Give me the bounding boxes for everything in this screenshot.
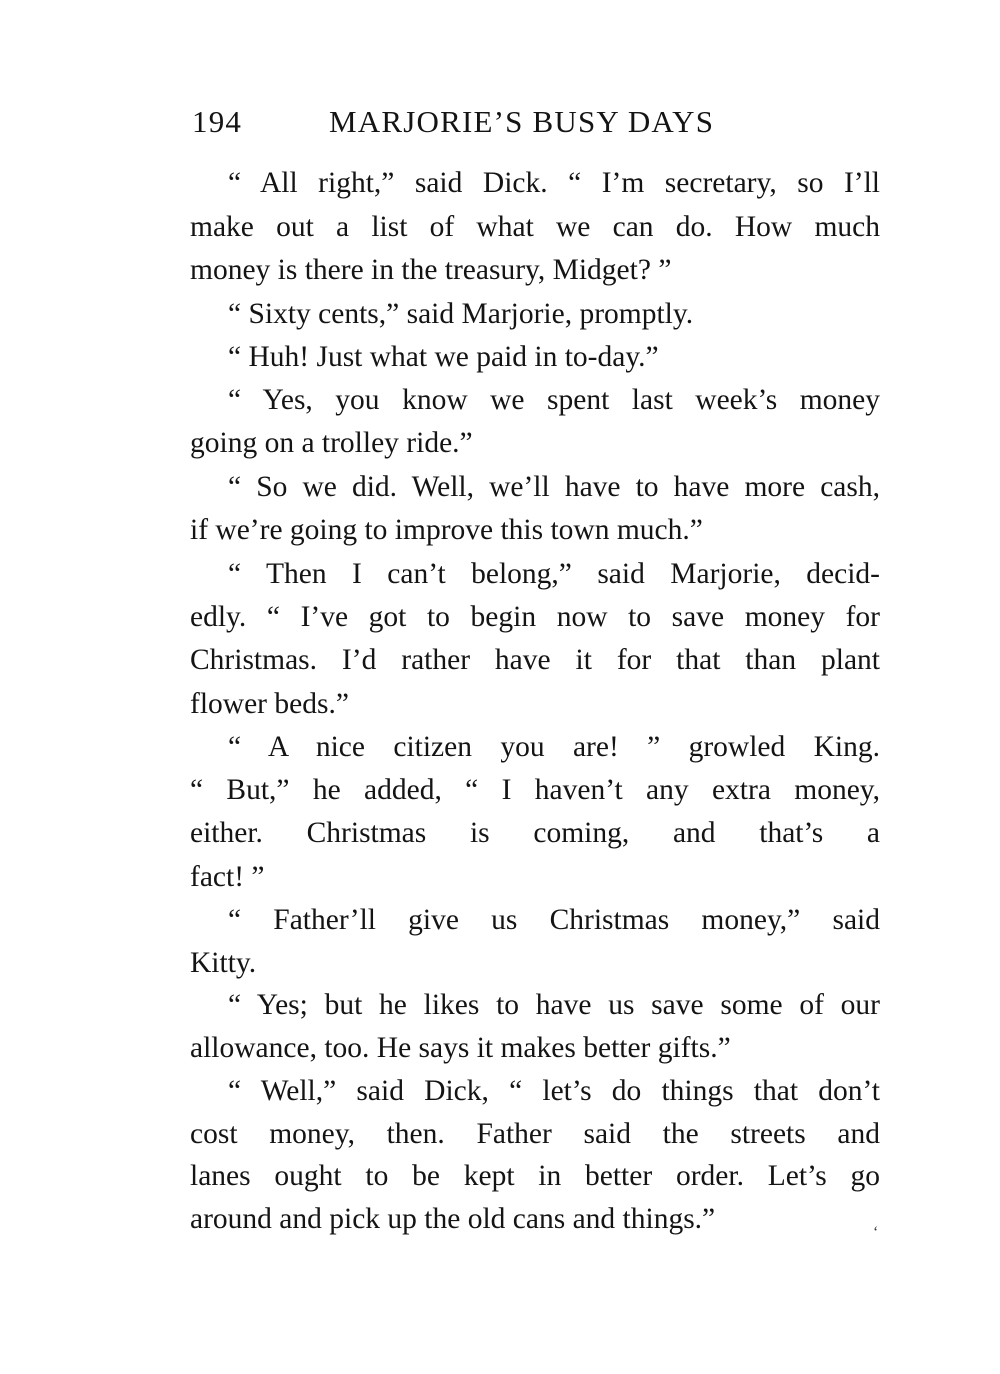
text-line: “ So we did. Well, we’ll have to have more cash,: [228, 471, 880, 503]
page-header: [192, 104, 882, 148]
text-line: fact! ”: [190, 861, 265, 893]
text-line: around and pick up the old cans and things.”: [190, 1203, 716, 1235]
text-line: cost money, then. Father said the streets and: [190, 1118, 880, 1150]
text-line: “ Huh! Just what we paid in to-day.”: [228, 341, 659, 373]
text-line: if we’re going to improve this town much.”: [190, 514, 703, 546]
text-line: “ All right,” said Dick. “ I’m secretary, so I’ll: [228, 167, 880, 199]
text-line: going on a trolley ride.”: [190, 427, 473, 459]
text-line: Christmas. I’d rather have it for that than plant: [190, 644, 880, 676]
text-line: Kitty.: [190, 947, 257, 979]
text-line: edly. “ I’ve got to begin now to save money for: [190, 601, 880, 633]
text-line: money is there in the treasury, Midget? ”: [190, 254, 672, 286]
text-line: “ A nice citizen you are! ” growled King.: [228, 731, 880, 763]
text-line: “ Yes; but he likes to have us save some of our: [228, 989, 880, 1021]
text-line: lanes ought to be kept in better order. Let’s go: [190, 1160, 880, 1192]
text-line: “ But,” he added, “ I haven’t any extra money,: [190, 774, 880, 806]
text-line: “ Well,” said Dick, “ let’s do things that don’t: [228, 1075, 880, 1107]
running-head: MARJORIE’S BUSY DAYS: [329, 104, 715, 139]
text-line: “ Father’ll give us Christmas money,” said: [228, 904, 880, 936]
page-number: 194: [192, 104, 243, 139]
text-line: make out a list of what we can do. How much: [190, 211, 880, 243]
text-line: either. Christmas is coming, and that’s a: [190, 817, 880, 849]
text-line: flower beds.”: [190, 688, 349, 720]
text-line: allowance, too. He says it makes better gifts.”: [190, 1032, 731, 1064]
text-line: “ Then I can’t belong,” said Marjorie, decid-: [228, 558, 880, 590]
text-line: “ Sixty cents,” said Marjorie, promptly.: [228, 298, 694, 330]
text-line: “ Yes, you know we spent last week’s money: [228, 384, 880, 416]
stray-ink-mark: ‘: [873, 1224, 879, 1241]
